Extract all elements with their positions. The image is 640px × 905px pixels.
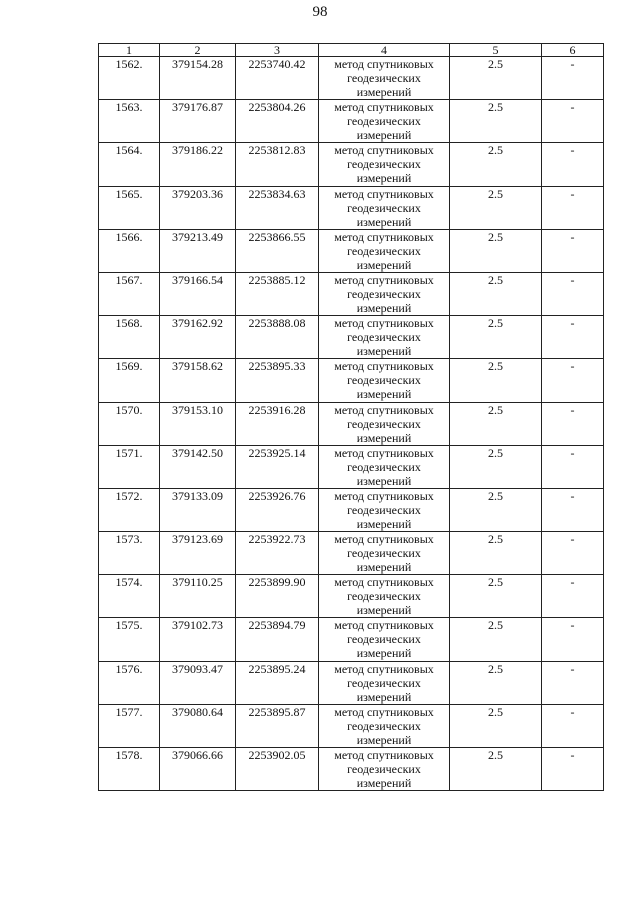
column-6-cell: - xyxy=(542,445,604,488)
table-row xyxy=(99,532,604,575)
accuracy-cell: 2.5 xyxy=(450,316,542,359)
point-number-cell: 1563. xyxy=(99,100,160,143)
accuracy-cell: 2.5 xyxy=(450,229,542,272)
x-coordinate-cell: 379153.10 xyxy=(160,402,236,445)
x-coordinate-cell: 379080.64 xyxy=(160,704,236,747)
column-6-cell: - xyxy=(542,143,604,186)
accuracy-cell: 2.5 xyxy=(450,100,542,143)
x-coordinate-cell: 379093.47 xyxy=(160,661,236,704)
method-cell: метод спутниковых геодезических измерений xyxy=(319,272,450,315)
header-col-6: 6 xyxy=(542,44,604,57)
x-coordinate-cell: 379133.09 xyxy=(160,488,236,531)
method-cell: метод спутниковых геодезических измерений xyxy=(319,57,450,100)
table-row xyxy=(99,618,604,661)
accuracy-cell: 2.5 xyxy=(450,402,542,445)
point-number-cell: 1572. xyxy=(99,488,160,531)
coordinates-table xyxy=(98,43,604,791)
method-cell: метод спутниковых геодезических измерений xyxy=(319,488,450,531)
y-coordinate-cell: 2253902.05 xyxy=(236,748,319,791)
method-cell: метод спутниковых геодезических измерений xyxy=(319,359,450,402)
header-col-5: 5 xyxy=(450,44,542,57)
y-coordinate-cell: 2253895.33 xyxy=(236,359,319,402)
accuracy-cell: 2.5 xyxy=(450,488,542,531)
accuracy-cell: 2.5 xyxy=(450,445,542,488)
table-row xyxy=(99,402,604,445)
point-number-cell: 1576. xyxy=(99,661,160,704)
page-number: 98 xyxy=(312,4,328,20)
x-coordinate-cell: 379110.25 xyxy=(160,575,236,618)
method-cell: метод спутниковых геодезических измерений xyxy=(319,186,450,229)
column-6-cell: - xyxy=(542,532,604,575)
accuracy-cell: 2.5 xyxy=(450,143,542,186)
y-coordinate-cell: 2253895.24 xyxy=(236,661,319,704)
x-coordinate-cell: 379176.87 xyxy=(160,100,236,143)
method-cell: метод спутниковых геодезических измерений xyxy=(319,618,450,661)
x-coordinate-cell: 379142.50 xyxy=(160,445,236,488)
x-coordinate-cell: 379158.62 xyxy=(160,359,236,402)
table-row xyxy=(99,704,604,747)
table-row xyxy=(99,316,604,359)
y-coordinate-cell: 2253916.28 xyxy=(236,402,319,445)
x-coordinate-cell: 379213.49 xyxy=(160,229,236,272)
point-number-cell: 1578. xyxy=(99,748,160,791)
column-6-cell: - xyxy=(542,748,604,791)
y-coordinate-cell: 2253885.12 xyxy=(236,272,319,315)
method-cell: метод спутниковых геодезических измерений xyxy=(319,316,450,359)
y-coordinate-cell: 2253894.79 xyxy=(236,618,319,661)
accuracy-cell: 2.5 xyxy=(450,704,542,747)
table-row xyxy=(99,661,604,704)
y-coordinate-cell: 2253812.83 xyxy=(236,143,319,186)
column-6-cell: - xyxy=(542,704,604,747)
method-cell: метод спутниковых геодезических измерений xyxy=(319,748,450,791)
method-cell: метод спутниковых геодезических измерений xyxy=(319,445,450,488)
point-number-cell: 1577. xyxy=(99,704,160,747)
point-number-cell: 1569. xyxy=(99,359,160,402)
y-coordinate-cell: 2253922.73 xyxy=(236,532,319,575)
method-cell: метод спутниковых геодезических измерений xyxy=(319,704,450,747)
table-row xyxy=(99,272,604,315)
table-header-row xyxy=(99,44,604,57)
point-number-cell: 1571. xyxy=(99,445,160,488)
accuracy-cell: 2.5 xyxy=(450,359,542,402)
y-coordinate-cell: 2253888.08 xyxy=(236,316,319,359)
y-coordinate-cell: 2253926.76 xyxy=(236,488,319,531)
accuracy-cell: 2.5 xyxy=(450,748,542,791)
accuracy-cell: 2.5 xyxy=(450,532,542,575)
column-6-cell: - xyxy=(542,186,604,229)
table-row xyxy=(99,229,604,272)
point-number-cell: 1567. xyxy=(99,272,160,315)
accuracy-cell: 2.5 xyxy=(450,661,542,704)
column-6-cell: - xyxy=(542,661,604,704)
column-6-cell: - xyxy=(542,618,604,661)
header-col-4: 4 xyxy=(319,44,450,57)
y-coordinate-cell: 2253899.90 xyxy=(236,575,319,618)
accuracy-cell: 2.5 xyxy=(450,272,542,315)
y-coordinate-cell: 2253866.55 xyxy=(236,229,319,272)
header-col-2: 2 xyxy=(160,44,236,57)
column-6-cell: - xyxy=(542,359,604,402)
y-coordinate-cell: 2253925.14 xyxy=(236,445,319,488)
column-6-cell: - xyxy=(542,57,604,100)
table-row xyxy=(99,57,604,100)
y-coordinate-cell: 2253740.42 xyxy=(236,57,319,100)
header-col-1: 1 xyxy=(99,44,160,57)
table-row xyxy=(99,445,604,488)
point-number-cell: 1564. xyxy=(99,143,160,186)
accuracy-cell: 2.5 xyxy=(450,186,542,229)
method-cell: метод спутниковых геодезических измерений xyxy=(319,143,450,186)
table-row xyxy=(99,100,604,143)
header-col-3: 3 xyxy=(236,44,319,57)
x-coordinate-cell: 379123.69 xyxy=(160,532,236,575)
point-number-cell: 1575. xyxy=(99,618,160,661)
accuracy-cell: 2.5 xyxy=(450,57,542,100)
table-row xyxy=(99,359,604,402)
method-cell: метод спутниковых геодезических измерений xyxy=(319,100,450,143)
table-row xyxy=(99,748,604,791)
accuracy-cell: 2.5 xyxy=(450,575,542,618)
column-6-cell: - xyxy=(542,229,604,272)
point-number-cell: 1562. xyxy=(99,57,160,100)
point-number-cell: 1573. xyxy=(99,532,160,575)
accuracy-cell: 2.5 xyxy=(450,618,542,661)
x-coordinate-cell: 379166.54 xyxy=(160,272,236,315)
table-row xyxy=(99,488,604,531)
column-6-cell: - xyxy=(542,316,604,359)
table-row xyxy=(99,575,604,618)
method-cell: метод спутниковых геодезических измерений xyxy=(319,229,450,272)
point-number-cell: 1570. xyxy=(99,402,160,445)
y-coordinate-cell: 2253804.26 xyxy=(236,100,319,143)
method-cell: метод спутниковых геодезических измерений xyxy=(319,661,450,704)
point-number-cell: 1566. xyxy=(99,229,160,272)
point-number-cell: 1565. xyxy=(99,186,160,229)
column-6-cell: - xyxy=(542,272,604,315)
x-coordinate-cell: 379066.66 xyxy=(160,748,236,791)
point-number-cell: 1568. xyxy=(99,316,160,359)
point-number-cell: 1574. xyxy=(99,575,160,618)
column-6-cell: - xyxy=(542,100,604,143)
table-row xyxy=(99,186,604,229)
method-cell: метод спутниковых геодезических измерений xyxy=(319,575,450,618)
x-coordinate-cell: 379186.22 xyxy=(160,143,236,186)
method-cell: метод спутниковых геодезических измерений xyxy=(319,402,450,445)
x-coordinate-cell: 379154.28 xyxy=(160,57,236,100)
y-coordinate-cell: 2253895.87 xyxy=(236,704,319,747)
method-cell: метод спутниковых геодезических измерений xyxy=(319,532,450,575)
column-6-cell: - xyxy=(542,488,604,531)
table-row xyxy=(99,143,604,186)
x-coordinate-cell: 379162.92 xyxy=(160,316,236,359)
column-6-cell: - xyxy=(542,575,604,618)
y-coordinate-cell: 2253834.63 xyxy=(236,186,319,229)
column-6-cell: - xyxy=(542,402,604,445)
x-coordinate-cell: 379203.36 xyxy=(160,186,236,229)
x-coordinate-cell: 379102.73 xyxy=(160,618,236,661)
